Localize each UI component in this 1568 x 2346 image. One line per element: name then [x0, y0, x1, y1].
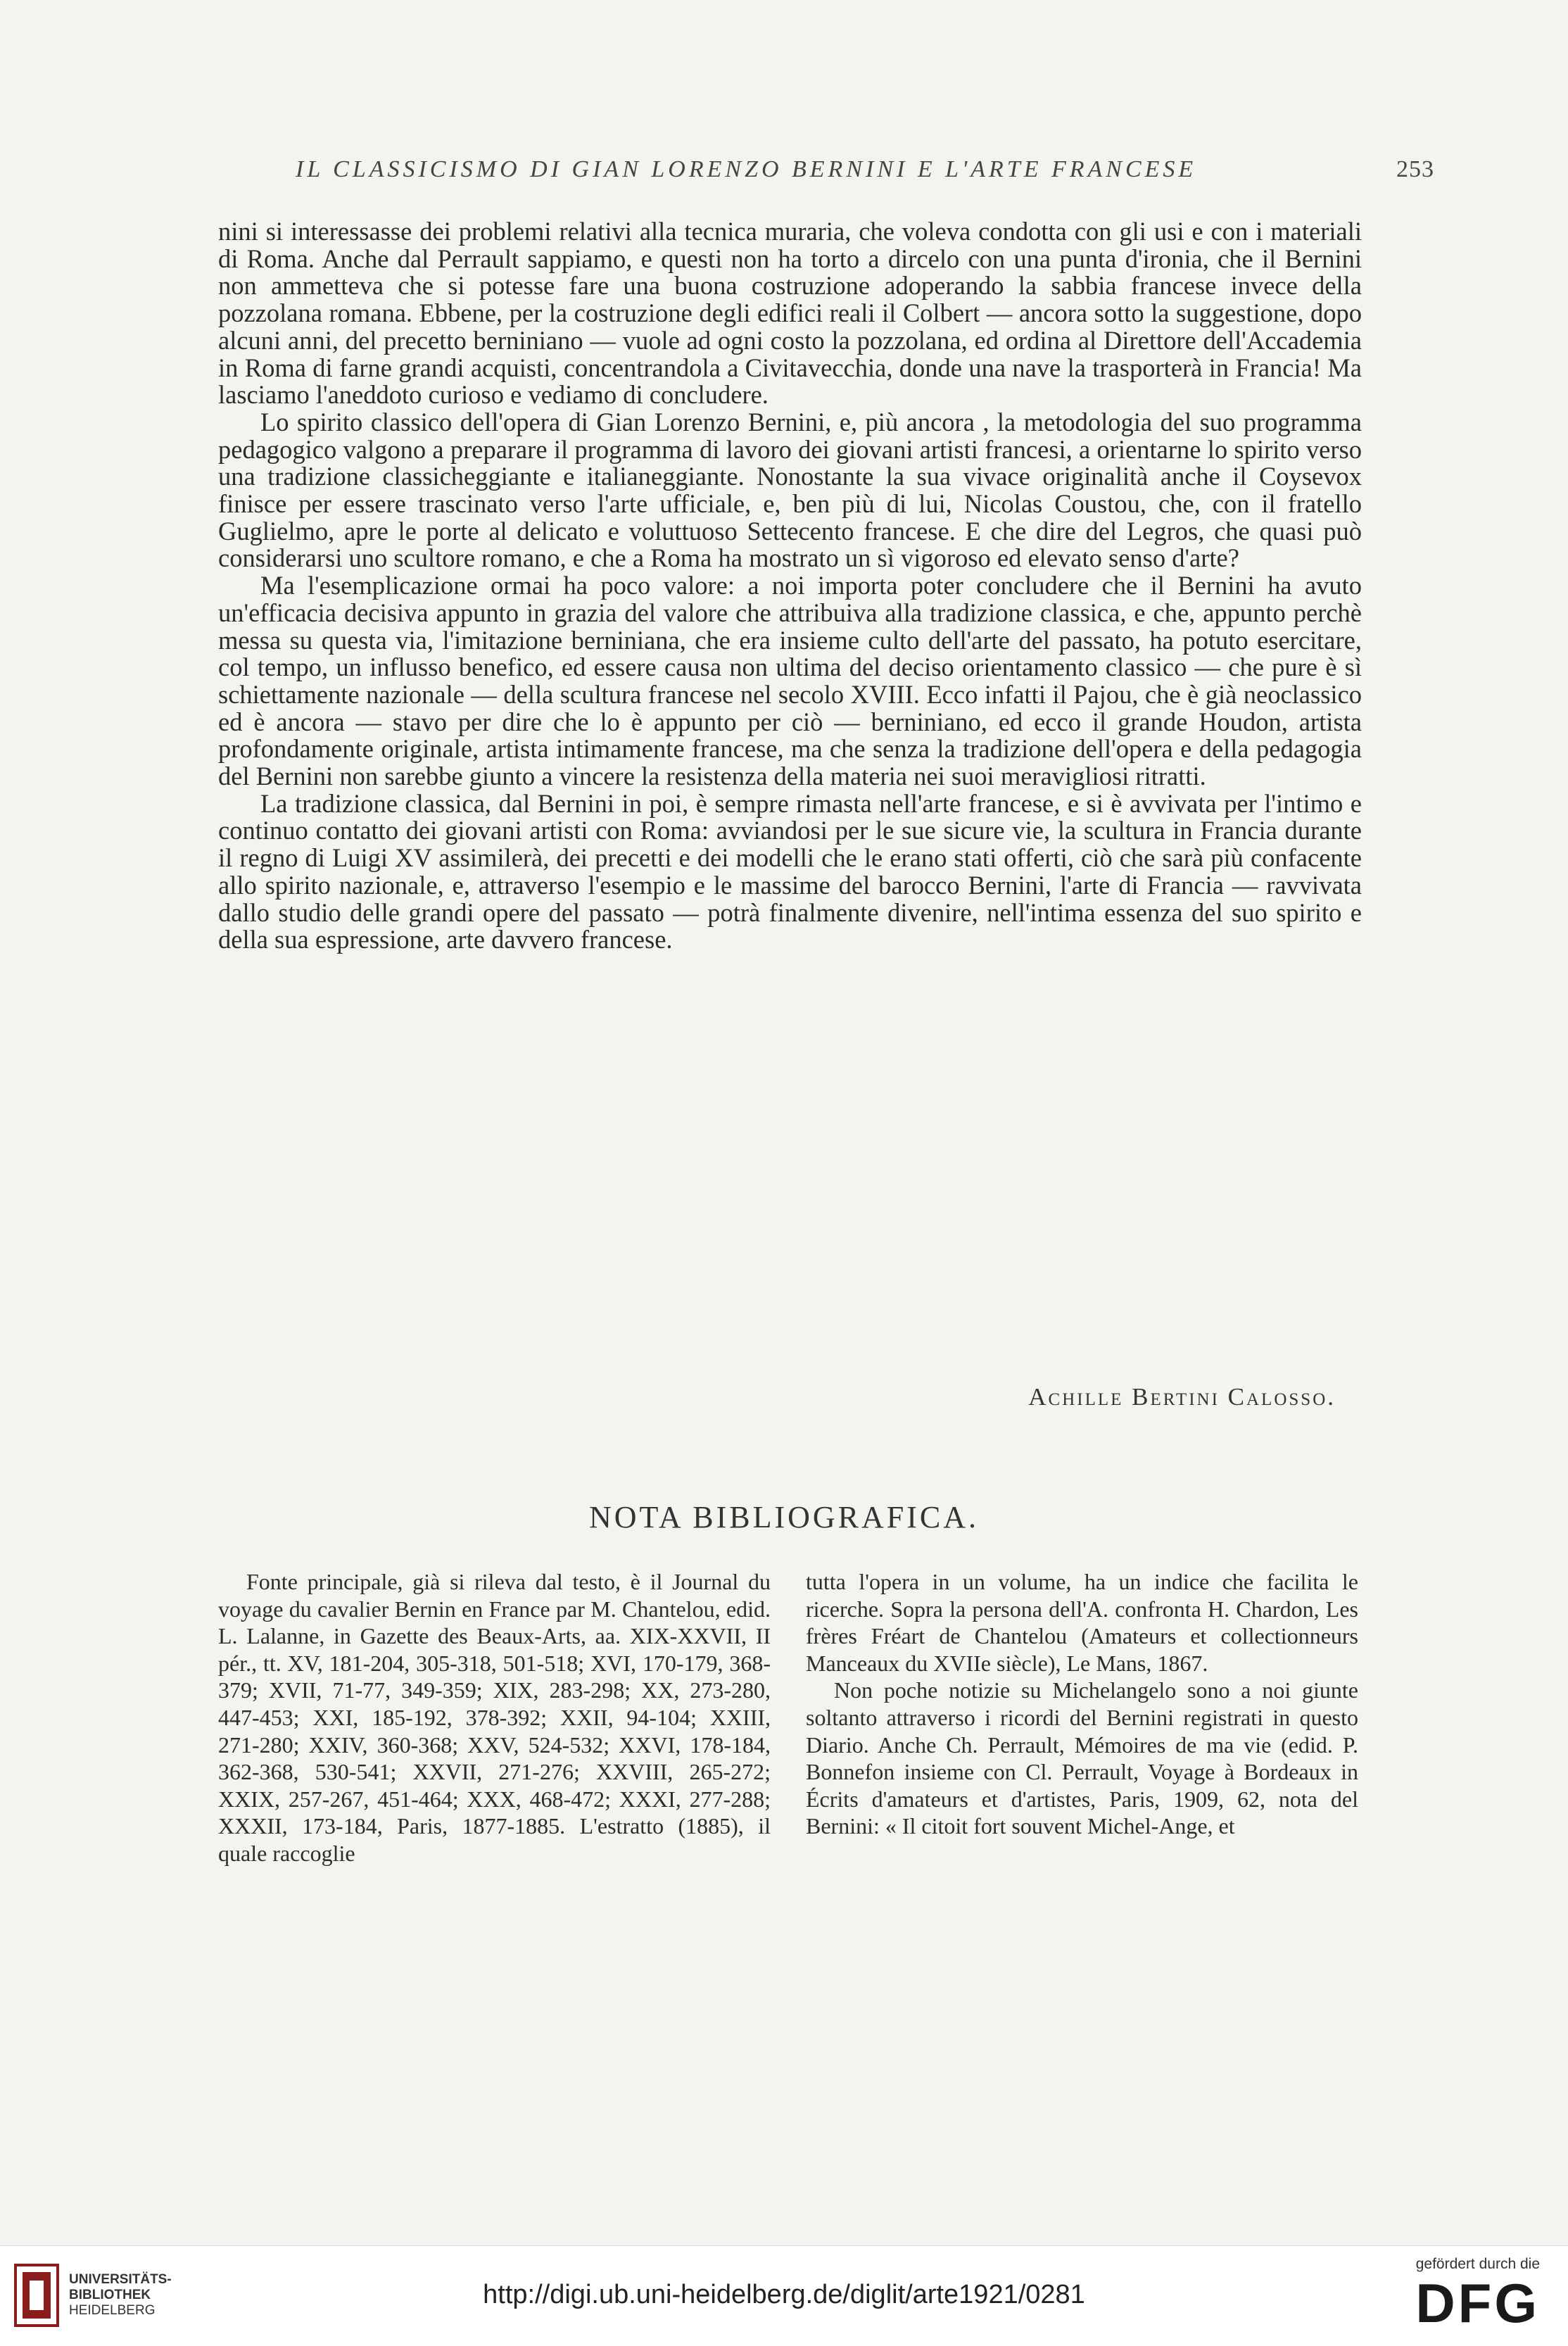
- paragraph-2: Lo spirito classico dell'opera di Gian Lorenzo Bernini, e, più ancora , la metodologia del suo programma pedagogico valgono a preparare il programma di lavoro dei giovani artisti francesi, a orientarne lo spirito verso una tradizione classicheggiante e italianeggiante. Nonostante la sua vivace originalità anche il Coysevox finisce per essere trascinato verso l'arte ufficiale, e, ben più di lui, Nicolas Coustou, che, con il fratello Guglielmo, apre le porte al delicato e voluttuoso Settecento francese. E che dire del Legros, che quasi può considerarsi uno scultore romano, e che a Roma ha mostrato un sì vigoroso ed elevato senso d'arte?: [218, 407, 1362, 573]
- bibliography-left-column: [218, 1568, 771, 1867]
- paragraph-4: La tradizione classica, dal Bernini in poi, è sempre rimasta nell'arte francese, e si è avvivata per l'intimo e continuo contatto dei giovani artisti con Roma: avviandosi per le sue sicure vie, la scultura in Francia durante il regno di Luigi XV assimilerà, dei precetti e dei modelli che le erano stati offerti, ciò che sarà più confacente allo spirito nazionale, e, attraverso l'esempio e le massime del barocco Bernini, l'arte di Francia — ravvivata dallo studio delle grandi opere del passato — potrà finalmente divenire, nell'intima essenza del suo spirito e della sua espressione, arte davvero francese.: [218, 788, 1362, 954]
- running-title: IL CLASSICISMO DI GIAN LORENZO BERNINI E L'ARTE FRANCESE: [296, 156, 1197, 182]
- funding-text: gefördert durch die: [1415, 2256, 1540, 2272]
- author-signature: Achille Bertini Calosso.: [1028, 1383, 1336, 1411]
- paragraph-3: Ma l'esemplicazione ormai ha poco valore: a noi importa poter concludere che il Bernini ha avuto un'efficacia decisiva appunto in grazia del valore che attribuiva alla tradizione classica, e che, appunto perchè messa su questa via, l'imitazione berniniana, che era insieme culto dell'arte del passato, ha potuto esercitare, col tempo, un influsso benefico, ed essere causa non ultima del deciso orientamento classico — che pure è sì schiettamente nazionale — della scultura francese nel secolo XVIII. Ecco infatti il Pajou, che è già neoclassico ed è ancora — stavo per dire che lo è appunto per ciò — berniniano, ed ecco il grande Houdon, artista profondamente originale, artista intimamente francese, ma che senza la tradizione dell'opera e della pedagogia del Bernini non sarebbe giunto a vincere la resistenza della materia nei suoi meravigliosi ritratti.: [218, 571, 1362, 791]
- library-name-line3: HEIDELBERG: [69, 2303, 156, 2318]
- page-number: 253: [1396, 156, 1434, 182]
- dfg-logo: DFG: [1415, 2272, 1540, 2334]
- library-name-line1: UNIVERSITÄTS-: [69, 2272, 172, 2287]
- funder-block[interactable]: [1371, 2256, 1540, 2333]
- running-header: [296, 156, 1434, 183]
- article-body: [218, 218, 1362, 954]
- bibliography-paragraph: Fonte principale, già si rileva dal testo, è il Journal du voyage du cavalier Bernin en France par M. Chantelou, edid. L. Lalanne, in Gazette des Beaux-Arts, aa. XIX-XXVII, II pér., tt. XV, 181-204, 305-318, 501-518; XVI, 170-179, 368-379; XVII, 71-77, 349-359; XIX, 283-298; XX, 273-280, 447-453; XXI, 185-192, 378-392; XXII, 94-104; XXIII, 271-280; XXIV, 360-368; XXV, 524-532; XXVI, 178-184, 362-368, 530-541; XXVII, 271-276; XXVIII, 265-272; XXIX, 257-267, 451-464; XXX, 468-472; XXXI, 277-288; XXXII, 173-184, Paris, 1877-1885. L'estratto (1885), il quale raccoglie: [218, 1569, 771, 1866]
- bibliography-right-column: [806, 1568, 1358, 1840]
- section-title: NOTA BIBLIOGRAFICA.: [588, 1500, 980, 1534]
- bibliography-paragraph: Non poche notizie su Michelangelo sono a noi giunte soltanto attraverso i ricordi del Bernini registrati in questo Diario. Anche Ch. Perrault, Mémoires de ma vie (edid. P. Bonnefon insieme con Cl. Perrault, Voyage à Bordeaux in Écrits d'amateurs et d'artistes, Paris, 1909, 62, nota del Bernini: « Il citoit fort souvent Michel-Ange, et: [806, 1677, 1358, 1839]
- viewer-footer: [0, 2245, 1568, 2346]
- library-name-line2: BIBLIOTHEK: [69, 2288, 151, 2302]
- permalink-url[interactable]: http://digi.ub.uni-heidelberg.de/diglit/arte1921/0281: [483, 2280, 1085, 2309]
- bibliography-paragraph: tutta l'opera in un volume, ha un indice che facilita le ricerche. Sopra la persona dell'A. confronta H. Chardon, Les frères Fréart de Chantelou (Amateurs et collectionneurs Manceaux du XVIIe siècle), Le Mans, 1867.: [806, 1569, 1358, 1676]
- paragraph-1: nini si interessasse dei problemi relativi alla tecnica muraria, che voleva condotta con gli usi e con i materiali di Roma. Anche dal Perrault sappiamo, e questi non ha torto a dircelo con una punta d'ironia, che il Bernini non ammetteva che si potesse fare una buona costruzione adoperando la sabbia francese invece della pozzolana romana. Ebbene, per la costruzione degli edifici reali il Colbert — ancora sotto la suggestione, dopo alcuni anni, del precetto berniniano — vuole ad ogni costo la pozzolana, ed ordina al Direttore dell'Accademia in Roma di farne grandi acquisti, concentrandola a Civitavecchia, donde una nave la trasporterà in Francia! Ma lasciamo l'aneddoto curioso e vediamo di concludere.: [218, 217, 1362, 410]
